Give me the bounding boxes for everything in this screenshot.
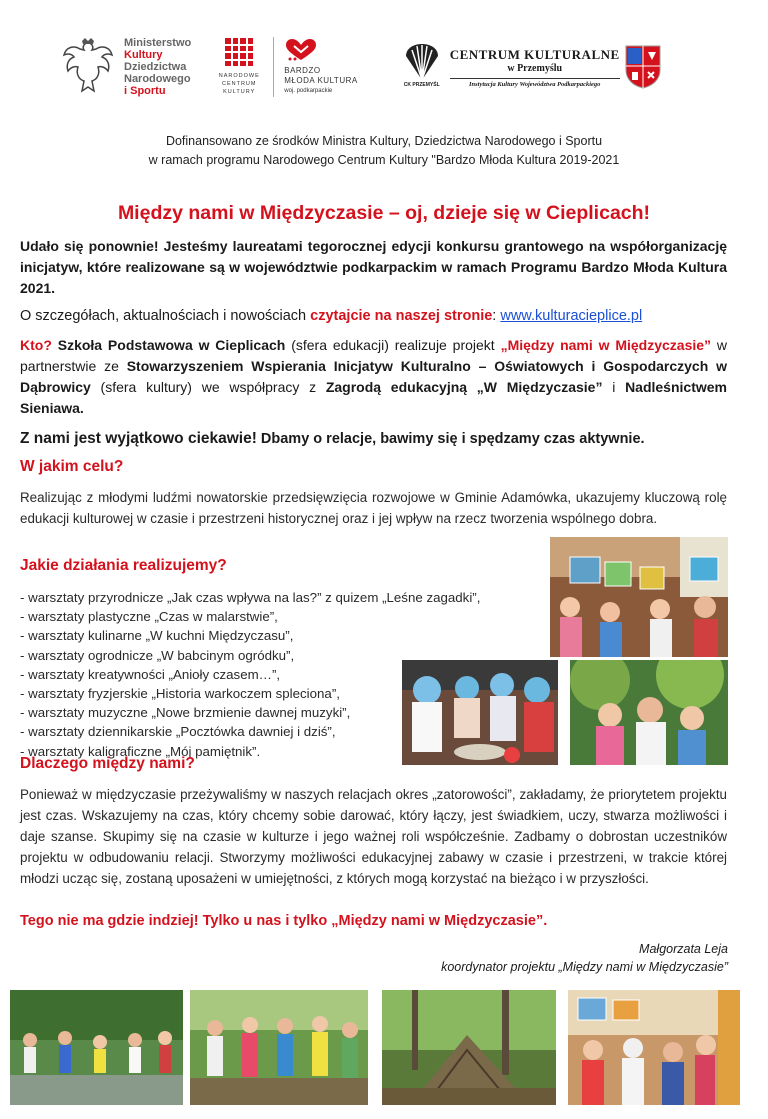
who-text: (sfera kultury) we współpracy z bbox=[90, 379, 326, 395]
list-item: - warsztaty ogrodnicze „W babcinym ogródku”, bbox=[20, 647, 295, 663]
signature-role: koordynator projektu „Między nami w Międzyczasie” bbox=[441, 960, 728, 974]
bmk-line: BARDZO bbox=[284, 66, 321, 75]
ck-title: CENTRUM KULTURALNE bbox=[449, 46, 620, 62]
project-name: „Między nami w Międzyczasie” bbox=[500, 337, 712, 353]
bmk-region: woj. podkarpackie bbox=[284, 88, 333, 94]
coop-name: Zagrodą edukacyjną „W Międzyczasie” bbox=[325, 379, 603, 395]
ministry-line: Dziedzictwa bbox=[124, 61, 187, 73]
coop-name: Nadleśnictwem Sieniawa. bbox=[20, 379, 727, 416]
nck-line: NARODOWE bbox=[218, 73, 260, 79]
bmk-logo bbox=[284, 38, 357, 96]
nck-grid-icon bbox=[225, 38, 253, 66]
goal-text: Realizując z młodymi ludźmi nowatorskie przedsięwzięcia rozwojowe w Gminie Adamówka, ukazujemy kluczową rolę edukacji kulturowej w czasie i przestrzeni historycznej oraz i jej wpływ na rzecz tworzenia wspólnego dobra. bbox=[20, 490, 727, 526]
list-item: - warsztaty plastyczne „Czas w malarstwie”, bbox=[20, 609, 278, 625]
motto-bold: Z nami jest wyjątkowo ciekawie! bbox=[20, 430, 257, 447]
photo-painting-workshop bbox=[550, 537, 728, 657]
motto-paragraph bbox=[20, 428, 727, 450]
photo-forest-shelter bbox=[382, 990, 556, 1105]
details-paragraph bbox=[20, 306, 727, 327]
who-text: w partnerstwie ze bbox=[20, 337, 728, 374]
details-prefix: O szczegółach, aktualnościach i nowościach bbox=[20, 308, 311, 324]
photo-image bbox=[382, 990, 556, 1105]
eagle-emblem-icon bbox=[60, 37, 116, 97]
nck-name bbox=[219, 72, 260, 96]
ministry-name bbox=[124, 37, 191, 97]
photo-image bbox=[402, 660, 558, 765]
photo-running-children bbox=[10, 990, 183, 1105]
partner-name: Stowarzyszeniem Wspierania Inicjatyw Kulturalno – Oświatowych i Gospodarczych w Dąbrowicy bbox=[20, 358, 727, 395]
page-title: Między nami w Międzyczasie – oj, dzieje się w Cieplicach! bbox=[117, 202, 651, 224]
logo-bar bbox=[60, 22, 708, 112]
list-item: - warsztaty przyrodnicze „Jak czas wpływa na las?” z quizem „Leśne zagadki”, bbox=[20, 590, 481, 605]
school-name: Szkoła Podstawowa w Cieplicach bbox=[51, 337, 286, 353]
photo-image bbox=[568, 990, 740, 1105]
who-paragraph bbox=[20, 335, 727, 419]
heart-hands-icon bbox=[284, 38, 318, 62]
photo-outdoor-group bbox=[570, 660, 728, 765]
ck-institution: Instytucja Kultury Województwa Podkarpackiego bbox=[450, 78, 620, 88]
photo-classroom-art bbox=[568, 990, 740, 1105]
signature bbox=[441, 940, 728, 976]
motto-text: Dbamy o relacje, bawimy się i spędzamy czas aktywnie. bbox=[256, 431, 645, 447]
ck-name bbox=[450, 47, 620, 88]
region-crest-icon bbox=[624, 44, 662, 90]
nck-logo bbox=[215, 38, 263, 96]
bmk-name bbox=[284, 66, 357, 96]
list-item: - warsztaty kulinarne „W kuchni Międzyczasu”, bbox=[20, 628, 294, 644]
photo-image bbox=[550, 537, 728, 657]
photo-cooking-workshop bbox=[402, 660, 558, 765]
funding-line: w ramach programu Narodowego Centrum Kultury "Bardzo Młoda Kultura 2019-2021 bbox=[148, 153, 620, 167]
shell-emblem bbox=[400, 42, 444, 92]
ministry-line: Narodowego bbox=[124, 73, 191, 85]
details-highlight: czytajcie na naszej stronie bbox=[310, 308, 493, 324]
ministry-line: i Sportu bbox=[124, 85, 166, 97]
list-item: - warsztaty dziennikarskie „Pocztówka dawniej i dziś”, bbox=[20, 724, 336, 740]
ck-subtitle: w Przemyślu bbox=[507, 62, 563, 74]
photo-image bbox=[190, 990, 368, 1105]
list-item: - warsztaty kreatywności „Anioły czasem…”, bbox=[20, 666, 281, 682]
ck-logo bbox=[400, 42, 662, 92]
intro-paragraph: Udało się ponownie! Jesteśmy laureatami tegorocznej edycji konkursu grantowego na współorganizację inicjatyw, które realizowane są w województwie podkarpackim w ramach Programu Bardzo Młoda Kultura 2021. bbox=[20, 238, 727, 296]
signature-name: Małgorzata Leja bbox=[639, 942, 728, 956]
who-label: Kto? bbox=[20, 337, 52, 353]
who-text: i bbox=[602, 379, 626, 395]
list-item: - warsztaty muzyczne „Nowe brzmienie dawnej muzyki”, bbox=[20, 705, 351, 721]
website-link[interactable]: www.kulturacieplice.pl bbox=[500, 308, 643, 324]
closing-line: Tego nie ma gdzie indziej! Tylko u nas i tylko „Między nami w Międzyczasie”. bbox=[20, 913, 548, 929]
nck-line: CENTRUM bbox=[221, 81, 257, 87]
nck-line: KULTURY bbox=[223, 89, 256, 95]
who-text: (sfera edukacji) realizuje projekt bbox=[285, 337, 501, 353]
why-text: Ponieważ w międzyczasie przeżywaliśmy w naszych relacjach okres „zatorowości”, zakładamy, że priorytetem projektu jest czas. Wskazujemy na czas, który chcemy sobie darować, który łączy, jest świadkiem, uczy, stwarza możliwości i daje szanse. Skupimy się na czasie w kulturze i jego ważnej roli współcześnie. Zadbamy o dobrostan uczestników projektu w odbudowaniu relacji. Stworzymy możliwości edukacyjnej zabawy w czasie i przestrzeni, w trakcie której młodzi ucząc się, zostaną uposażeni w umiejętności, z których mogą korzystać na bieżąco i w przyszłości. bbox=[20, 787, 727, 886]
bmk-line: MŁODA KULTURA bbox=[284, 76, 358, 85]
funding-note bbox=[0, 132, 768, 170]
goal-heading: W jakim celu? bbox=[20, 458, 124, 475]
list-item: - warsztaty fryzjerskie „Historia warkoczem spleciona”, bbox=[20, 686, 340, 702]
photo-image bbox=[10, 990, 183, 1105]
logo-divider bbox=[273, 37, 274, 97]
ministry-line: Ministerstwo bbox=[124, 37, 192, 49]
funding-line: Dofinansowano ze środków Ministra Kultury, Dziedzictwa Narodowego i Sportu bbox=[165, 134, 603, 148]
shell-icon bbox=[402, 42, 442, 82]
why-heading: Dlaczego między nami? bbox=[20, 755, 195, 772]
photo-image bbox=[570, 660, 728, 765]
ministry-logo bbox=[60, 37, 191, 97]
list-item: - warsztaty kaligraficzne „Mój pamiętnik”. bbox=[20, 743, 261, 759]
activities-heading: Jakie działania realizujemy? bbox=[20, 557, 227, 574]
photo-forest-walk bbox=[190, 990, 368, 1105]
ministry-line: Kultury bbox=[124, 49, 163, 61]
details-sep: : bbox=[492, 308, 501, 324]
shell-label: CK PRZEMYŚL bbox=[403, 82, 440, 88]
